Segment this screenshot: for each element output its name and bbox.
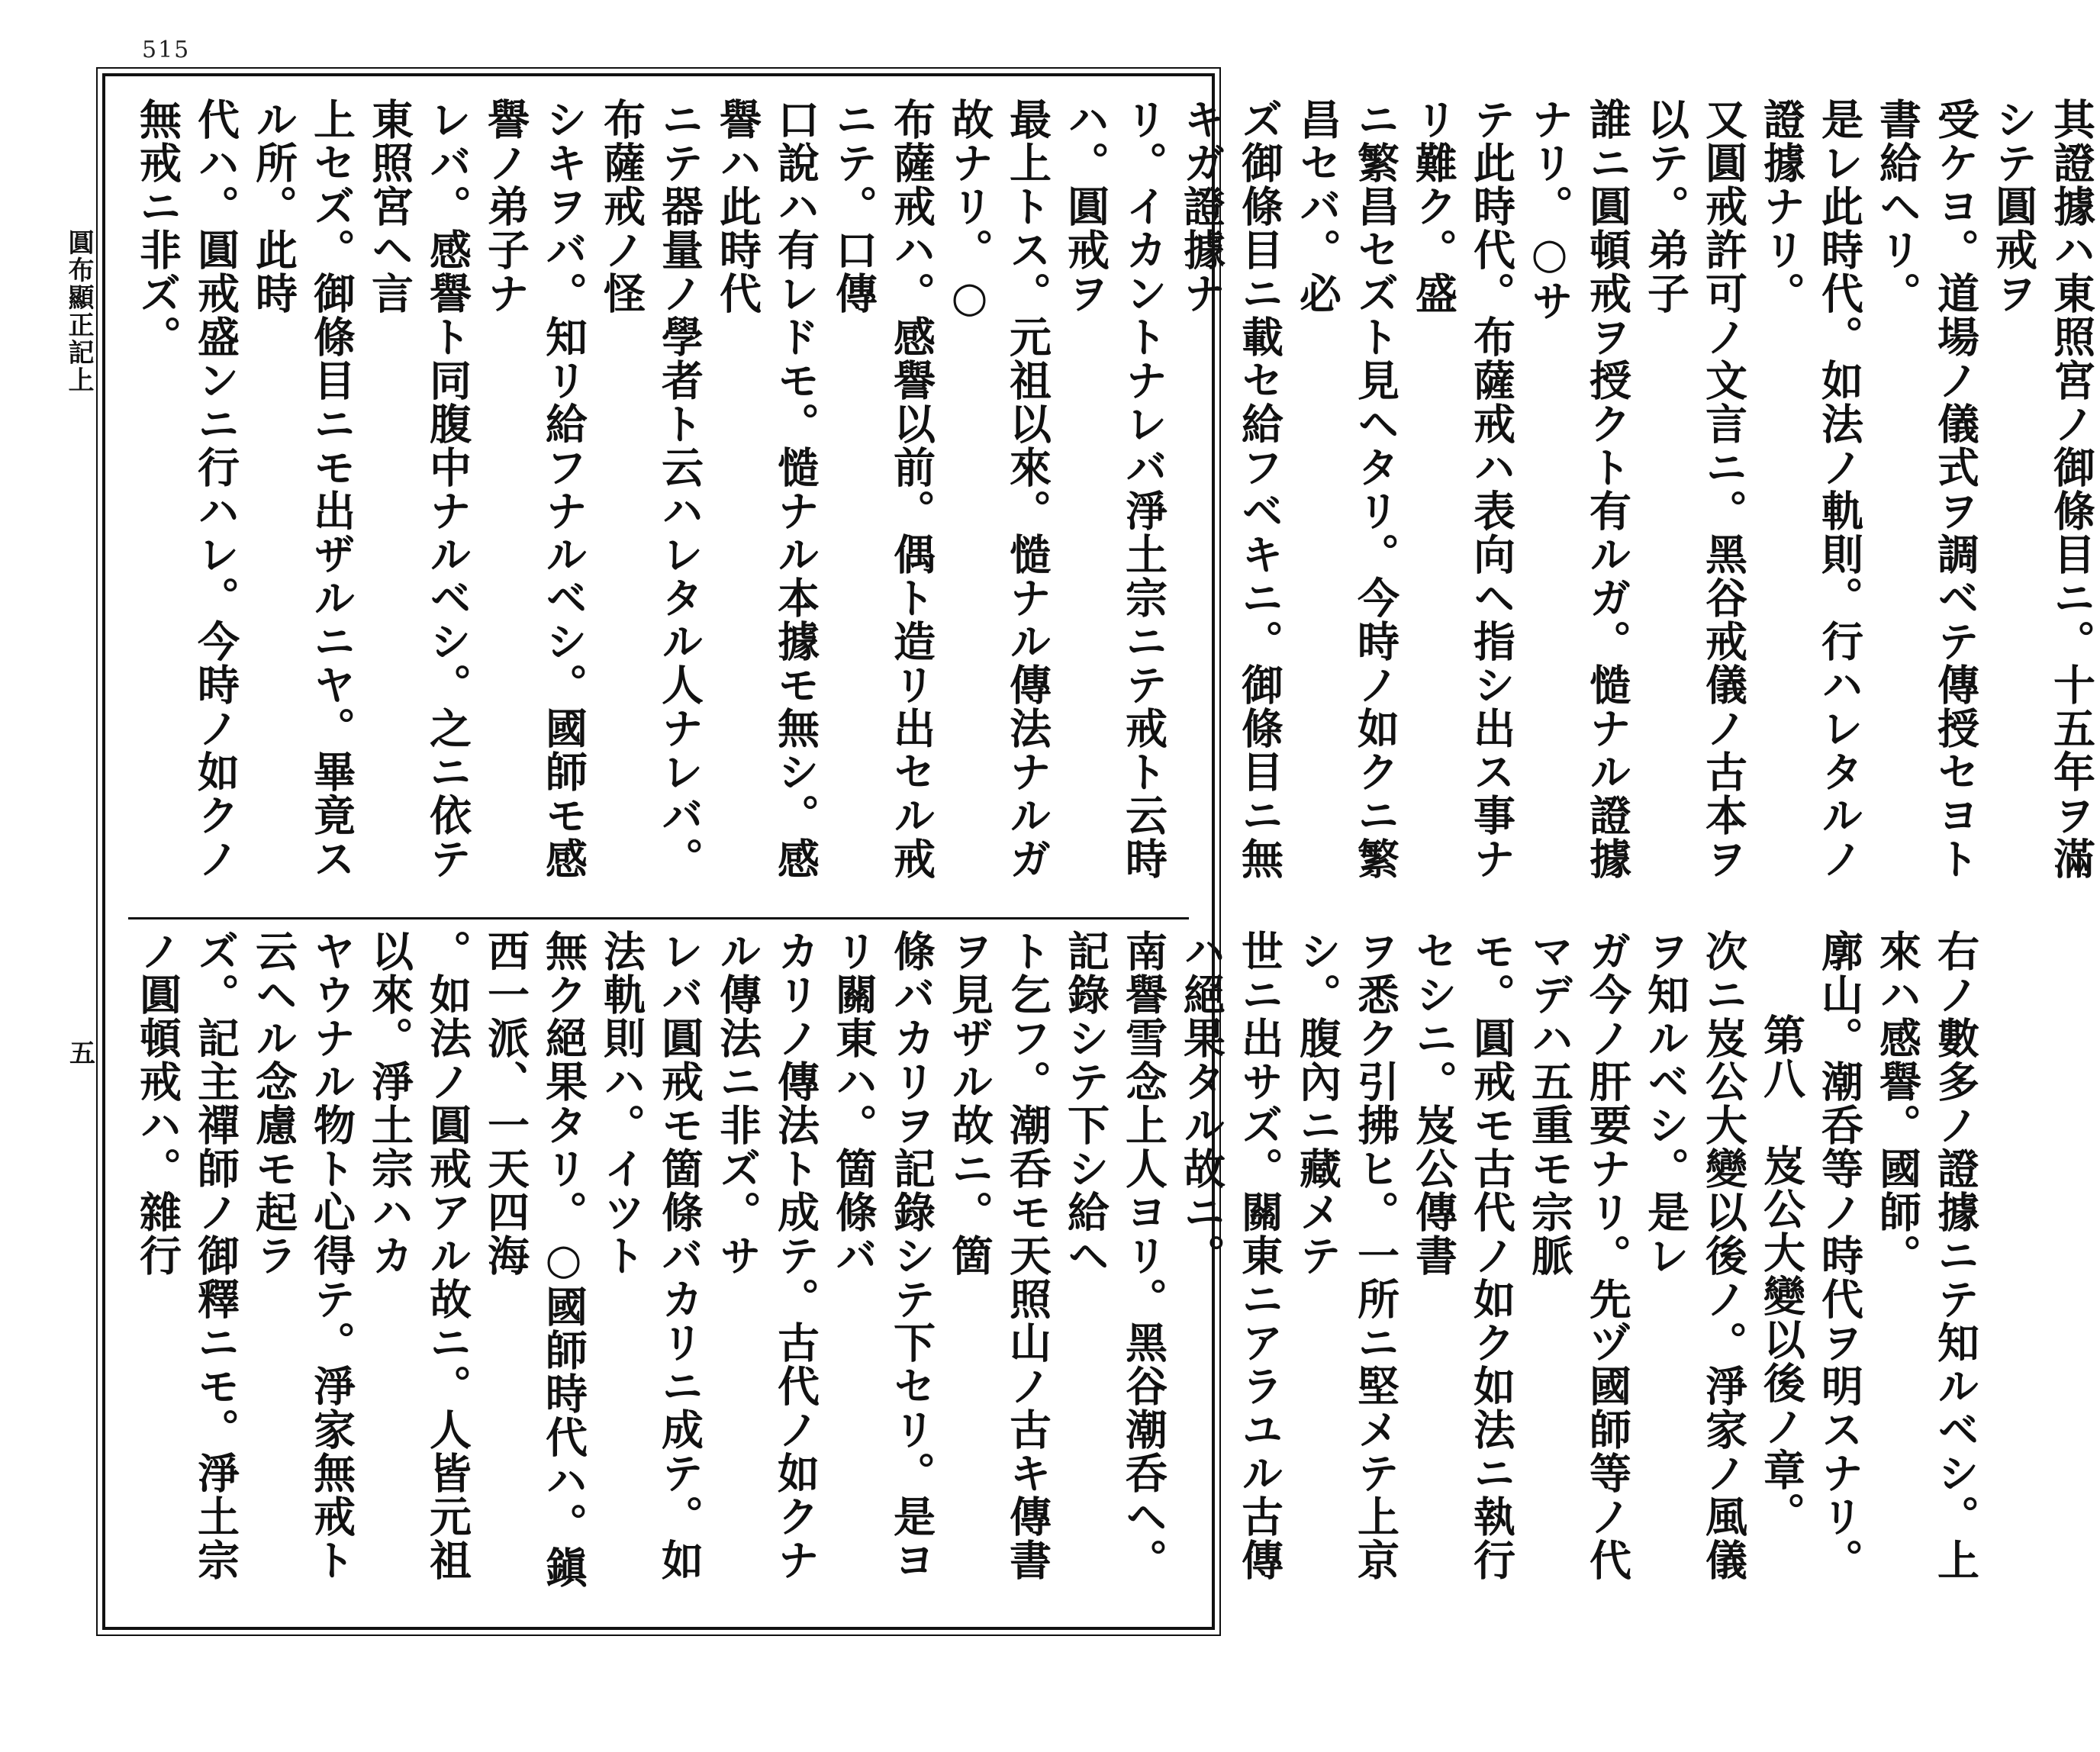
text-column: 條バカリヲ記錄シテ下セリ。是ヨリ關東ハ。箇條バ [829,929,936,1582]
text-column: シキヲバ。知リ給フナルベシ。國師モ感譽ノ弟子ナ [481,98,588,881]
text-column: カリノ傳法ト成テ。古代ノ如クナル傳法ニ非ズ。サ [713,929,820,1582]
text-column: 南譽雪念上人ヨリ。黑谷潮呑ヘ。記錄シテ下シ給ヘ [1061,929,1168,1582]
page-number: 515 [142,37,191,63]
text-column: 廓山。潮呑等ノ時代ヲ明スナリ。 [1815,929,1864,1582]
running-title: 圓布顯正記上 [63,229,94,394]
text-column: 是レ此時代。如法ノ軌則。行ハレタルノ證據ナリ。 [1757,98,1864,881]
text-column: 。如法ノ圓戒アル故ニ。人皆元祖以來。淨土宗ハカ [365,929,472,1582]
lower-text [128,929,1984,1616]
text-column: 又圓戒許可ノ文言ニ。黑谷戒儀ノ古本ヲ以テ。弟子 [1641,98,1748,881]
chapter-heading: 第八 岌公大變以後ノ章。 [1757,1013,1806,1535]
text-column: ヤウナル物ト心得テ。淨家無戒ト云ヘル念慮モ起ラ [249,929,356,1582]
text-column: 受ケヨ。道場ノ儀式ヲ調ベテ傳授セヨト書給ヘリ。 [1873,98,1980,881]
text-column: 上セズ。御條目ニモ出ザルニヤ。畢竟スル所。此時 [249,98,356,881]
text-column: テ此時代。布薩戒ハ表向ヘ指シ出ス事ナリ難ク。盛 [1409,98,1516,881]
text-column: 布薩戒ハ。感譽以前。偶ト造リ出セル戒ニテ。口傳 [829,98,936,881]
page-frame [102,73,2096,1630]
text-column: 最上トス。元祖以來。慥ナル傳法ナルガ故ナリ。○ [945,98,1052,881]
text-column: 口說ハ有レドモ。慥ナル本據モ無シ。感譽ハ此時代 [713,98,820,881]
text-column: リ。イカントナレバ淨土宗ニテ戒ト云時ハ。圓戒ヲ [1061,98,1168,881]
lower-text-block [128,929,1980,1616]
text-column: 右ノ數多ノ證據ニテ知ルベシ。上來ハ感譽。國師。 [1873,929,1980,1582]
text-column: ズ御條目ニ載セ給フベキニ。御條目ニ無キガ證據ナ [1177,98,1284,881]
text-column: モ。圓戒モ古代ノ如ク如法ニ執行セシニ。岌公傳書 [1409,929,1516,1582]
upper-text-block [128,98,2096,908]
text-column: ト乞フ。潮呑モ天照山ノ古キ傳書ヲ見ザル故ニ。箇 [945,929,1052,1582]
text-column: ニテ器量ノ學者ト云ハレタル人ナレバ。布薩戒ノ怪 [597,98,704,881]
section-divider [128,917,1189,919]
text-column: ズ。記主禪師ノ御釋ニモ。淨土宗ノ圓頓戒ハ。雜行 [133,929,240,1582]
text-column: 其證據ハ東照宮ノ御條目ニ。十五年ヲ滿シテ圓戒ヲ [1989,98,2096,881]
text-column: 世ニ出サズ。關東ニアラユル古傳ハ絕果タル故ニ。 [1177,929,1284,1582]
text-column: 代ハ。圓戒盛ンニ行ハレ。今時ノ如クノ無戒ニ非ズ。 [133,98,240,881]
folio: 五 [69,1039,95,1069]
text-column: ガ今ノ肝要ナリ。先ヅ國師等ノ代マデハ五重モ宗脈 [1525,929,1632,1582]
text-column: 次ニ岌公大變以後ノ。淨家ノ風儀ヲ知ルベシ。是レ [1641,929,1748,1582]
text-column: 無ク絕果タリ。○國師時代ハ。鎭西一派、一天四海 [481,929,588,1589]
text-column: 誰ニ圓頓戒ヲ授クト有ルガ。慥ナル證據ナリ。○サ [1525,98,1632,881]
text-column: ニ繁昌セズト見ヘタリ。今時ノ如クニ繁昌セバ。必 [1293,98,1400,881]
text-column: レバ圓戒モ箇條バカリニ成テ。如法軌則ハ。イツト [597,929,704,1582]
text-column: ヲ悉ク引拂ヒ。一所ニ堅メテ上京シ。腹內ニ藏メテ [1293,929,1400,1582]
upper-text [128,98,2100,908]
text-column: レバ。感譽ト同腹中ナルベシ。之ニ依テ東照宮ヘ言 [365,98,472,881]
